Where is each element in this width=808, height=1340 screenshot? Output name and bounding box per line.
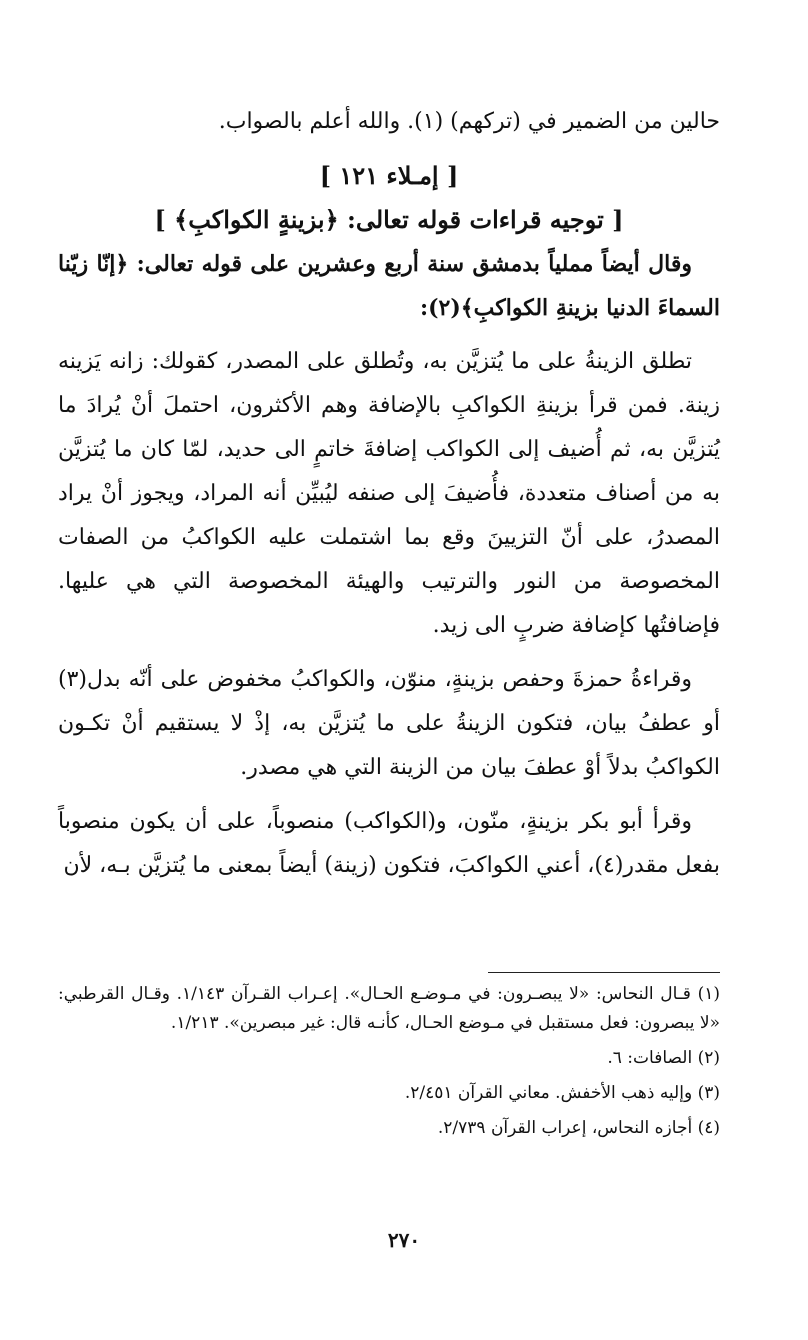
- opening-line: حالين من الضمير في (تركهم) (١). والله أعلم بالصواب.: [218, 109, 720, 134]
- paragraph: وقراءةُ حمزةَ وحفص بزينةٍ، منوّن، والكواكبُ مخفوض على أنّه بدل(٣) أو عطفُ بيان، فتكون الزينةُ على ما يُتزيَّن به، إذْ لا يستقيم أنْ تكـون الكواكبُ بدلاً أوْ عطفَ بيان من الزينة التي هي مصدر.: [58, 667, 720, 780]
- footnote: (١) قـال النحاس: «لا يبصـرون: في مـوضـع الحـال». إعـراب القـرآن ١/١٤٣. وقـال القرطبي: «لا يبصرون: فعل مستقبل في مـوضع الحـال، كأنـه قال: غير مبصرين». ١/٢١٣.: [58, 984, 720, 1033]
- section-heading: [ توجيه قراءات قوله تعالى: ﴿بزينةٍ الكواكبِ﴾ ]: [154, 205, 624, 234]
- paragraph: وقرأ أبو بكر بزينةٍ، منّون، و(الكواكب) منصوباً، على أن يكون منصوباً بفعل مقدر(٤)، أعني الكواكبَ، فتكون (زينة) أيضاً بمعنى ما يُتزيَّن بـه، لأن: [58, 809, 720, 878]
- footnote: (٤) أجازه النحاس، إعراب القرآن ٢/٧٣٩.: [437, 1118, 720, 1138]
- intro-paragraph: وقال أيضاً مملياً بدمشق سنة أربع وعشرين على قوله تعالى: ﴿إنّا زيّنا السماءَ الدنيا بزينةِ الكواكبِ﴾(٢):: [58, 251, 720, 321]
- footnotes: [58, 980, 720, 1149]
- footnote: (٢) الصافات: ٦.: [607, 1048, 720, 1068]
- page-number: ٢٧٠: [387, 1228, 421, 1252]
- footnote-divider: [488, 972, 720, 973]
- page-body: [58, 100, 720, 898]
- footnote: (٣) وإليه ذهب الأخفش. معاني القرآن ٢/٤٥١.: [404, 1083, 720, 1103]
- paragraph: تطلق الزينةُ على ما يُتزيَّن به، وتُطلق على المصدر، كقولك: زانه يَزينه زينة. فمن قرأ بزينةِ الكواكبِ بالإضافة وهم الأكثرون، احتملَ أنْ يُرادَ ما يُتزيَّن به، ثم أُضيف إلى الكواكب إضافةَ خاتمٍ الى حديد، لمّا كان ما يُتزيَّن به من أصناف متعددة، فأُضيفَ إلى صنفه ليُبيِّن أنه المراد، ويجوز أنْ يراد المصدرُ، على أنّ التزيينَ وقع بما اشتملت عليه الكواكبُ من الصفات المخصوصة من النور والترتيب والهيئة المخصوصة التي هي عليها. فإضافتُها كإضافة ضربٍ الى زيد.: [58, 349, 720, 638]
- imla-heading: [ إمـلاء ١٢١ ]: [319, 161, 459, 190]
